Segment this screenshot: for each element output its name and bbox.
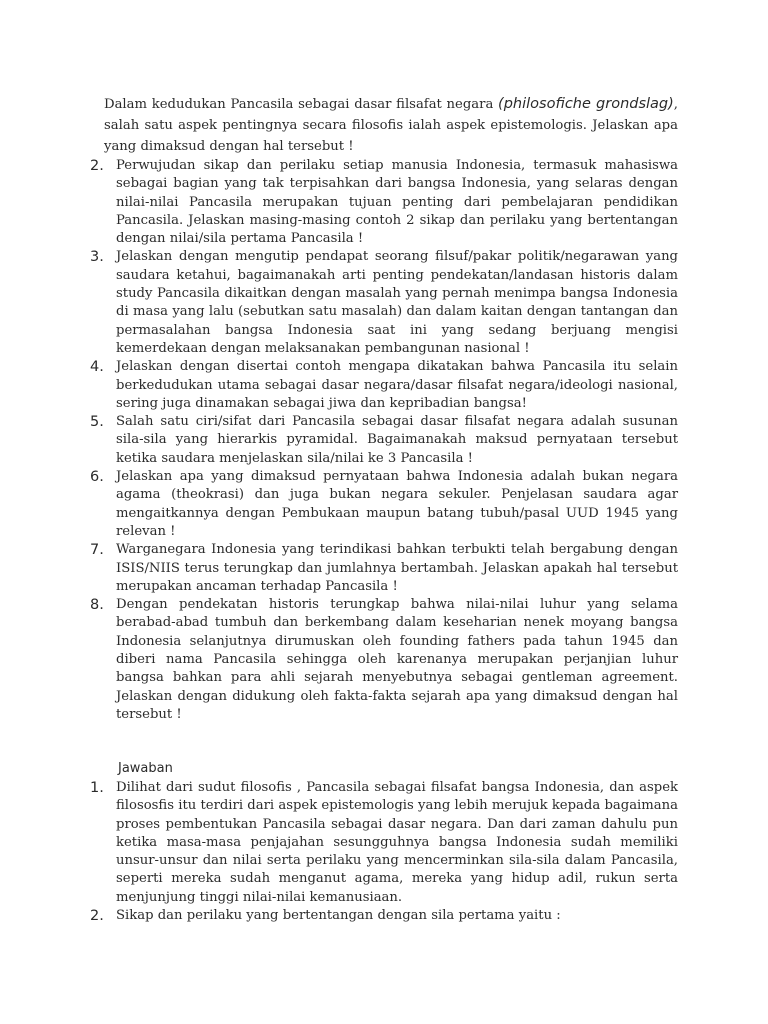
- question-item: [90, 468, 678, 541]
- question-item: [90, 248, 678, 358]
- question-list: [90, 157, 678, 724]
- question-number: 7.: [90, 542, 104, 559]
- question-number: 6.: [90, 469, 104, 486]
- answer-text: Sikap dan perilaku yang bertentangan dengan sila pertama yaitu :: [116, 908, 561, 924]
- question-1-text-rest: , salah satu aspek pentingnya secara filosofis ialah aspek epistemologis. Jelaskan apa yang dimaksud dengan hal tersebut !: [104, 97, 678, 154]
- question-1: [104, 94, 678, 157]
- question-1-text: Dalam kedudukan Pancasila sebagai dasar filsafat negara: [104, 97, 499, 112]
- answer-list: [90, 779, 678, 925]
- question-item: [90, 541, 678, 596]
- answer-item: [90, 907, 678, 925]
- question-text: Warganegara Indonesia yang terindikasi bahkan terbukti telah bergabung dengan ISIS/NIIS terus terungkap dan jumlahnya bertambah. Jelaskan apakah hal tersebut merupakan ancaman terhadap Pancasila !: [116, 542, 678, 594]
- question-item: [90, 413, 678, 468]
- answer-item: [90, 779, 678, 907]
- answer-text: Dilihat dari sudut filosofis , Pancasila sebagai filsafat bangsa Indonesia, dan aspek filososfis itu terdiri dari aspek epistemologis yang lebih merujuk kepada bagaimana proses pembentukan Pancasila sebagai dasar negara. Dan dari zaman dahulu pun ketika masa-masa penjajahan sesungguhnya bangsa Indonesia sudah memiliki unsur-unsur dan nilai serta perilaku yang mencerminkan sila-sila dalam Pancasila, seperti mereka sudah menganut agama, mereka yang hidup adil, rukun serta menjunjung tinggi nilai-nilai kemanusiaan.: [116, 780, 678, 905]
- question-item: [90, 157, 678, 248]
- question-text: Dengan pendekatan historis terungkap bahwa nilai-nilai luhur yang selama berabad-abad tumbuh dan berkembang dalam keseharian nenek moyang bangsa Indonesia selanjutnya dirumuskan oleh founding fathers pada tahun 1945 dan diberi nama Pancasila sehingga oleh karenanya merupakan perjanjian luhur bangsa bahkan para ahli sejarah menyebutnya sebagai gentleman agreement. Jelaskan dengan didukung oleh fakta-fakta sejarah apa yang dimaksud dengan hal tersebut !: [116, 597, 678, 722]
- question-number: 3.: [90, 249, 104, 266]
- answer-number: 2.: [90, 908, 104, 925]
- question-number: 4.: [90, 359, 104, 376]
- answer-number: 1.: [90, 780, 104, 796]
- question-text: Salah satu ciri/sifat dari Pancasila sebagai dasar filsafat negara adalah susunan sila-sila yang hierarkis pyramidal. Bagaimanakah maksud pernyataan tersebut ketika saudara menjelaskan sila/nilai ke 3 Pancasila !: [116, 414, 678, 466]
- question-number: 8.: [90, 597, 104, 614]
- question-item: [90, 358, 678, 413]
- question-number: 2.: [90, 158, 104, 174]
- question-text: Perwujudan sikap dan perilaku setiap manusia Indonesia, termasuk mahasiswa sebagai bagian yang tak terpisahkan dari bangsa Indonesia, yang selaras dengan nilai-nilai Pancasila merupakan tujuan penting dari pembelajaran pendidikan Pancasila. Jelaskan masing-masing contoh 2 sikap dan perilaku yang bertentangan dengan nilai/sila pertama Pancasila !: [116, 158, 678, 247]
- question-text: Jelaskan apa yang dimaksud pernyataan bahwa Indonesia adalah bukan negara agama (theokrasi) dan juga bukan negara sekuler. Penjelasan saudara agar mengaitkannya dengan Pembukaan maupun batang tubuh/pasal UUD 1945 yang relevan !: [116, 469, 678, 539]
- question-text: Jelaskan dengan mengutip pendapat seorang filsuf/pakar politik/negarawan yang saudara ketahui, bagaimanakah arti penting pendekatan/landasan historis dalam study Pancasila dikaitkan dengan masalah yang pernah menimpa bangsa Indonesia di masa yang lalu (sebutkan satu masalah) dan dalam kaitan dengan tantangan dan permasalahan bangsa Indonesia saat ini yang sedang berjuang mengisi kemerdekaan dengan melaksanakan pembangunan nasional !: [116, 249, 678, 356]
- question-1-italic-term: (philosofiche grondslag): [498, 96, 674, 112]
- question-item: [90, 596, 678, 724]
- answers-heading: Jawaban: [118, 761, 173, 776]
- question-number: 5.: [90, 414, 104, 431]
- question-text: Jelaskan dengan disertai contoh mengapa dikatakan bahwa Pancasila itu selain berkedudukan utama sebagai dasar negara/dasar filsafat negara/ideologi nasional, sering juga dinamakan sebagai jiwa dan kepribadian bangsa!: [116, 359, 678, 411]
